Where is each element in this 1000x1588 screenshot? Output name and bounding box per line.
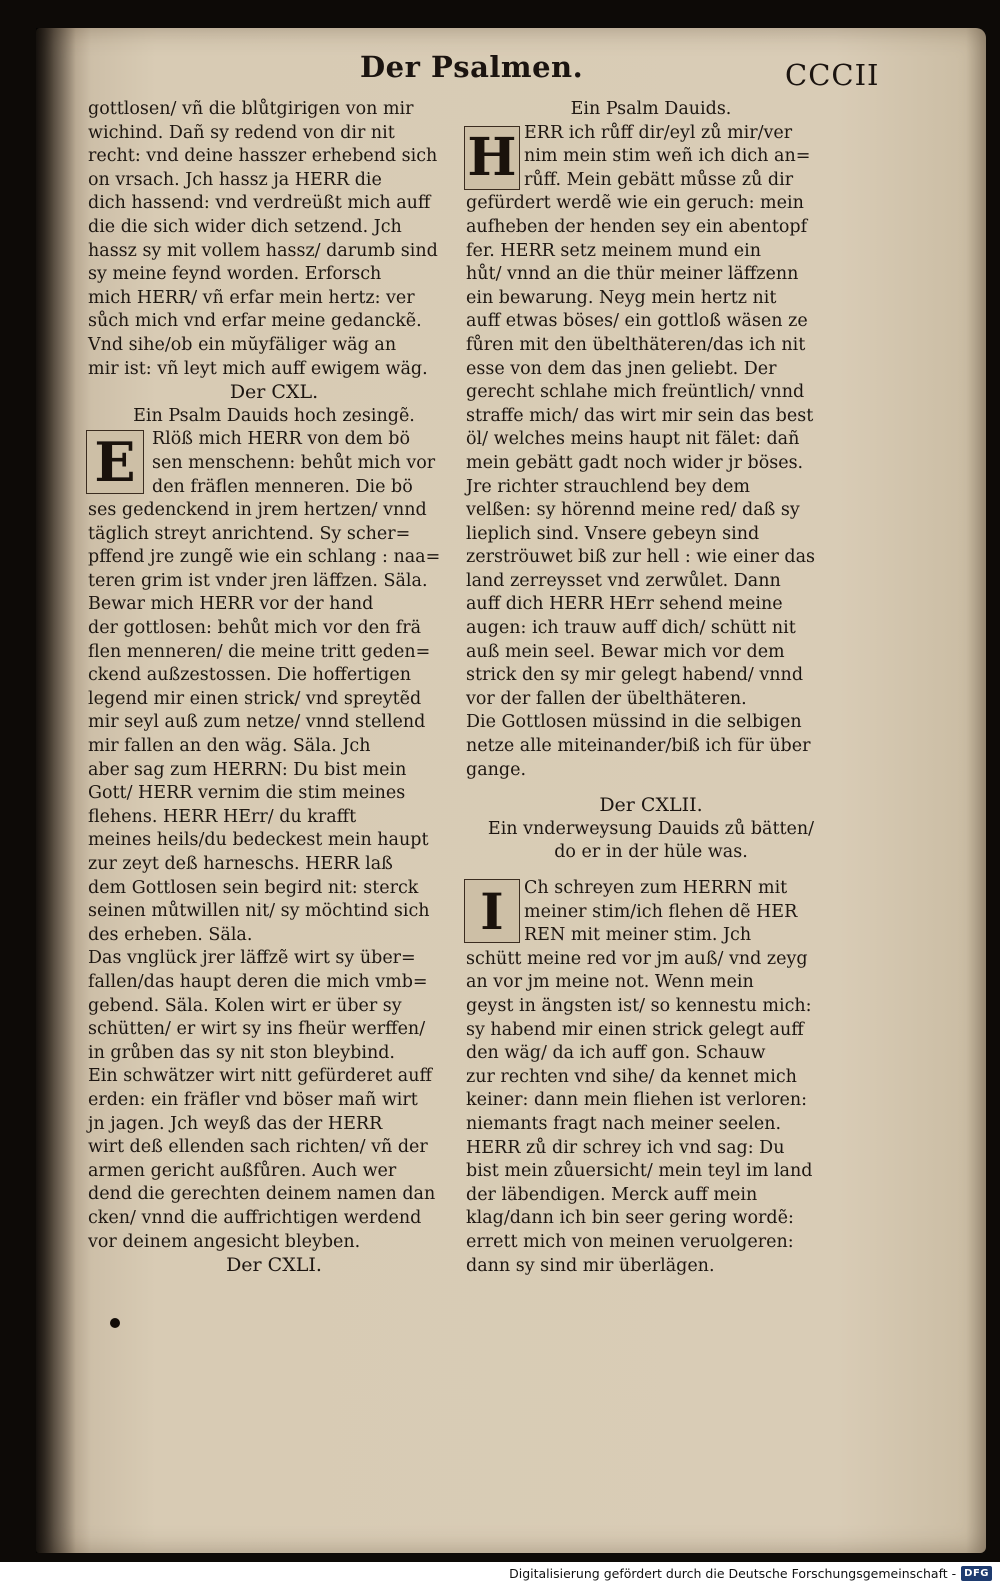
text-line: ERR ich růff dir/eyl zů mir/ver <box>524 122 793 143</box>
text-line: schütten/ er wirt sy ins fheür werffen/ <box>88 1019 426 1040</box>
text-line: esse von dem das jnen geliebt. Der <box>466 358 777 379</box>
psalm-140-text <box>88 499 460 1254</box>
text-line: flehens. HERR HErr/ du krafft <box>88 806 357 827</box>
text-line: hůt/ vnnd an die thür meiner läffzenn <box>466 264 799 285</box>
text-line: zerströuwet biß zur hell : wie einer das <box>466 547 815 568</box>
text-line: mich HERR/ vñ erfar mein hertz: ver <box>88 287 415 308</box>
text-line: gebend. Säla. Kolen wirt er über sy <box>88 995 402 1016</box>
text-line: auff etwas böses/ ein gottloß wäsen ze <box>466 311 808 332</box>
text-line: růff. Mein gebätt můsse zů dir <box>524 169 794 190</box>
text-line: niemants fragt nach meiner seelen. <box>466 1113 782 1134</box>
text-line: dann sy sind mir überlägen. <box>466 1255 715 1276</box>
text-line: velßen: sy hörennd meine red/ daß sy <box>466 500 800 521</box>
text-line: der gottlosen: behůt mich vor den frä <box>88 618 422 639</box>
text-line: gerecht schlahe mich freüntlich/ vnnd <box>466 382 805 403</box>
text-line: meines heils/du bedeckest mein haupt <box>88 830 429 851</box>
psalm-142-initial-lines <box>466 877 836 948</box>
text-line: lieplich sind. Vnsere gebeyn sind <box>466 523 760 544</box>
ink-spot <box>110 1318 120 1328</box>
text-line: fůren mit den übelthäteren/das ich nit <box>466 334 806 355</box>
text-line: mir fallen an den wäg. Säla. Jch <box>88 736 371 757</box>
text-line: die die sich wider dich setzend. Jch <box>88 216 402 237</box>
text-line: täglich streyt anrichtend. Sy scher= <box>88 523 411 544</box>
text-line: bist mein zůuersicht/ mein teyl im land <box>466 1161 813 1182</box>
text-line: dich hassend: vnd verdreüßt mich auff <box>88 193 431 214</box>
text-line: klag/dann ich bin seer gering wordẽ: <box>466 1208 794 1229</box>
text-line: seinen můtwillen nit/ sy möchtind sich <box>88 901 430 922</box>
credit-text: Digitalisierung gefördert durch die Deutsche Forschungsgemeinschaft - <box>509 1566 957 1581</box>
text-line: den fräflen menneren. Die bö <box>152 476 413 497</box>
text-line: geyst in ängsten ist/ so kennestu mich: <box>466 995 812 1016</box>
text-line: ses gedenckend in jrem hertzen/ vnnd <box>88 500 427 521</box>
text-line: fallen/das haupt deren die mich vmb= <box>88 971 428 992</box>
text-line: recht: vnd deine hasszer erhebend sich <box>88 146 438 167</box>
text-line: vor deinem angesicht bleyben. <box>88 1231 361 1252</box>
text-line: mein gebätt gadt noch wider jr böses. <box>466 452 804 473</box>
text-line: legend mir einen strick/ vnd spreytẽd <box>88 688 422 709</box>
text-line: wichind. Dañ sy redend von dir nit <box>88 122 395 143</box>
text-line: des erheben. Säla. <box>88 924 253 945</box>
text-line: jn jagen. Jch weyß das der HERR <box>88 1113 383 1134</box>
text-line: flen menneren/ die meine tritt geden= <box>88 641 431 662</box>
text-line: Die Gottlosen müssind in die selbigen <box>466 712 802 733</box>
text-line: Ch schreyen zum HERRN mit <box>524 878 788 898</box>
text-line: cken/ vnnd die auffrichtigen werdend <box>88 1207 422 1228</box>
text-line: sůch mich vnd erfar meine gedanckẽ. <box>88 311 422 332</box>
text-line: Rlöß mich HERR von dem bö <box>152 429 411 450</box>
text-line: nim mein stim weñ ich dich an= <box>524 146 811 167</box>
text-line: armen gericht außfůren. Auch wer <box>88 1160 397 1181</box>
text-line: hassz sy mit vollem hassz/ darumb sind <box>88 240 438 261</box>
running-title: Der Psalmen. <box>360 50 584 84</box>
psalm-140-opening <box>88 428 460 499</box>
text-line: HERR zů dir schrey ich vnd sag: Du <box>466 1137 785 1158</box>
text-line: netze alle miteinander/biß ich für über <box>466 736 811 757</box>
psalm-140-heading: Der CXL. <box>229 381 319 404</box>
psalm-141-opening <box>466 122 836 193</box>
psalm-139-end <box>88 98 460 381</box>
right-column <box>466 98 836 1278</box>
text-line: gefürdert werdẽ wie ein geruch: mein <box>466 193 804 214</box>
text-line: wirt deß ellenden sach richten/ vñ der <box>88 1137 428 1158</box>
text-line: auß mein seel. Bewar mich vor dem <box>466 641 785 662</box>
text-line: aufheben der henden sey ein abentopf <box>466 216 808 237</box>
text-line: Vnd sihe/ob ein mŭyfäliger wäg an <box>88 334 397 355</box>
text-line: pffend jre zungẽ wie ein schlang : naa= <box>88 547 441 568</box>
text-line: dend die gerechten deinem namen dan <box>88 1184 436 1205</box>
text-line: REN mit meiner stim. Jch <box>524 925 752 946</box>
left-column <box>88 98 460 1278</box>
text-line: vor der fallen der übelthäteren. <box>466 688 747 709</box>
text-line: ckend außzestossen. Die hoffertigen <box>88 665 411 686</box>
text-line: on vrsach. Jch hassz ja HERR die <box>88 169 382 190</box>
psalm-141-initial-lines <box>466 122 836 193</box>
text-line: aber sag zum HERRN: Du bist mein <box>88 759 407 780</box>
decorated-initial-h: H <box>464 126 520 190</box>
text-line: sen menschenn: behůt mich vor <box>152 452 436 473</box>
text-line: in grůben das sy nit ston bleybind. <box>88 1042 395 1063</box>
text-line: dem Gottlosen sein begird nit: sterck <box>88 877 419 898</box>
text-line: Gott/ HERR vernim die stim meines <box>88 783 406 804</box>
text-line: mir seyl auß zum netze/ vnnd stellend <box>88 712 426 733</box>
text-line: sy meine feynd worden. Erforsch <box>88 264 382 285</box>
text-line: land zerreysset vnd zerwůlet. Dann <box>466 570 781 591</box>
text-line: gottlosen/ vñ die blůtgirigen von mir <box>88 99 414 119</box>
text-line: ein bewarung. Neyg mein hertz nit <box>466 287 777 308</box>
text-line: öl/ welches meins haupt nit fälet: dañ <box>466 429 800 450</box>
text-line: mir ist: vñ leyt mich auff ewigem wäg. <box>88 358 428 379</box>
text-line: auff dich HERR HErr sehend meine <box>466 594 783 615</box>
digitization-credit <box>509 1566 992 1581</box>
text-line: meiner stim/ich flehen dẽ HER <box>524 901 798 922</box>
text-line: Das vnglück jrer läffzẽ wirt sy über= <box>88 948 416 969</box>
text-line: Ein vnderweysung Dauids zů bätten/ <box>487 818 815 839</box>
text-line: den wäg/ da ich auff gon. Schauw <box>466 1043 766 1064</box>
dfg-logo: DFG <box>961 1566 992 1581</box>
text-line: erden: ein fräfler vnd böser mañ wirt <box>88 1089 418 1110</box>
psalm-141-subheading: Ein Psalm Dauids. <box>570 99 732 119</box>
text-line: keiner: dann mein fliehen ist verloren: <box>466 1090 808 1111</box>
text-line: schütt meine red vor jm auß/ vnd zeyg <box>466 948 808 969</box>
psalm-142-heading: Der CXLII. <box>599 794 703 817</box>
psalm-140-subheading: Ein Psalm Dauids hoch zesingẽ. <box>133 405 415 426</box>
psalm-141-text <box>466 192 836 782</box>
decorated-initial-e: E <box>86 430 144 494</box>
decorated-initial-i: I <box>464 879 520 943</box>
text-line: Ein schwätzer wirt nitt gefürderet auff <box>88 1066 432 1087</box>
text-line: errett mich von meinen veruolgeren: <box>466 1231 794 1252</box>
text-line: straffe mich/ das wirt mir sein das best <box>466 405 814 426</box>
psalm-142-subheading <box>466 818 836 865</box>
folio-number: CCCII <box>785 58 880 92</box>
text-line: strick den sy mir gelegt habend/ vnnd <box>466 665 804 686</box>
text-line: sy habend mir einen strick gelegt auff <box>466 1019 804 1040</box>
gutter-shadow <box>36 28 76 1553</box>
text-line: zur zeyt deß harneschs. HERR laß <box>88 854 393 874</box>
text-line: Jre richter strauchlend bey dem <box>466 476 750 497</box>
text-line: augen: ich trauw auff dich/ schütt nit <box>466 618 796 639</box>
psalm-142-opening <box>466 877 836 948</box>
text-line: gange. <box>466 759 527 780</box>
text-line: Bewar mich HERR vor der hand <box>88 594 374 615</box>
psalm-141-heading: Der CXLI. <box>226 1254 322 1277</box>
text-line: do er in der hüle was. <box>554 842 748 863</box>
text-line: fer. HERR setz meinem mund ein <box>466 240 761 261</box>
psalm-142-text <box>466 948 836 1278</box>
text-line: teren grim ist vnder jren läffzen. Säla. <box>88 570 428 591</box>
text-line: der läbendigen. Merck auff mein <box>466 1184 758 1205</box>
text-line: an vor jm meine not. Wenn mein <box>466 972 754 993</box>
text-line: zur rechten vnd sihe/ da kennet mich <box>466 1066 797 1087</box>
